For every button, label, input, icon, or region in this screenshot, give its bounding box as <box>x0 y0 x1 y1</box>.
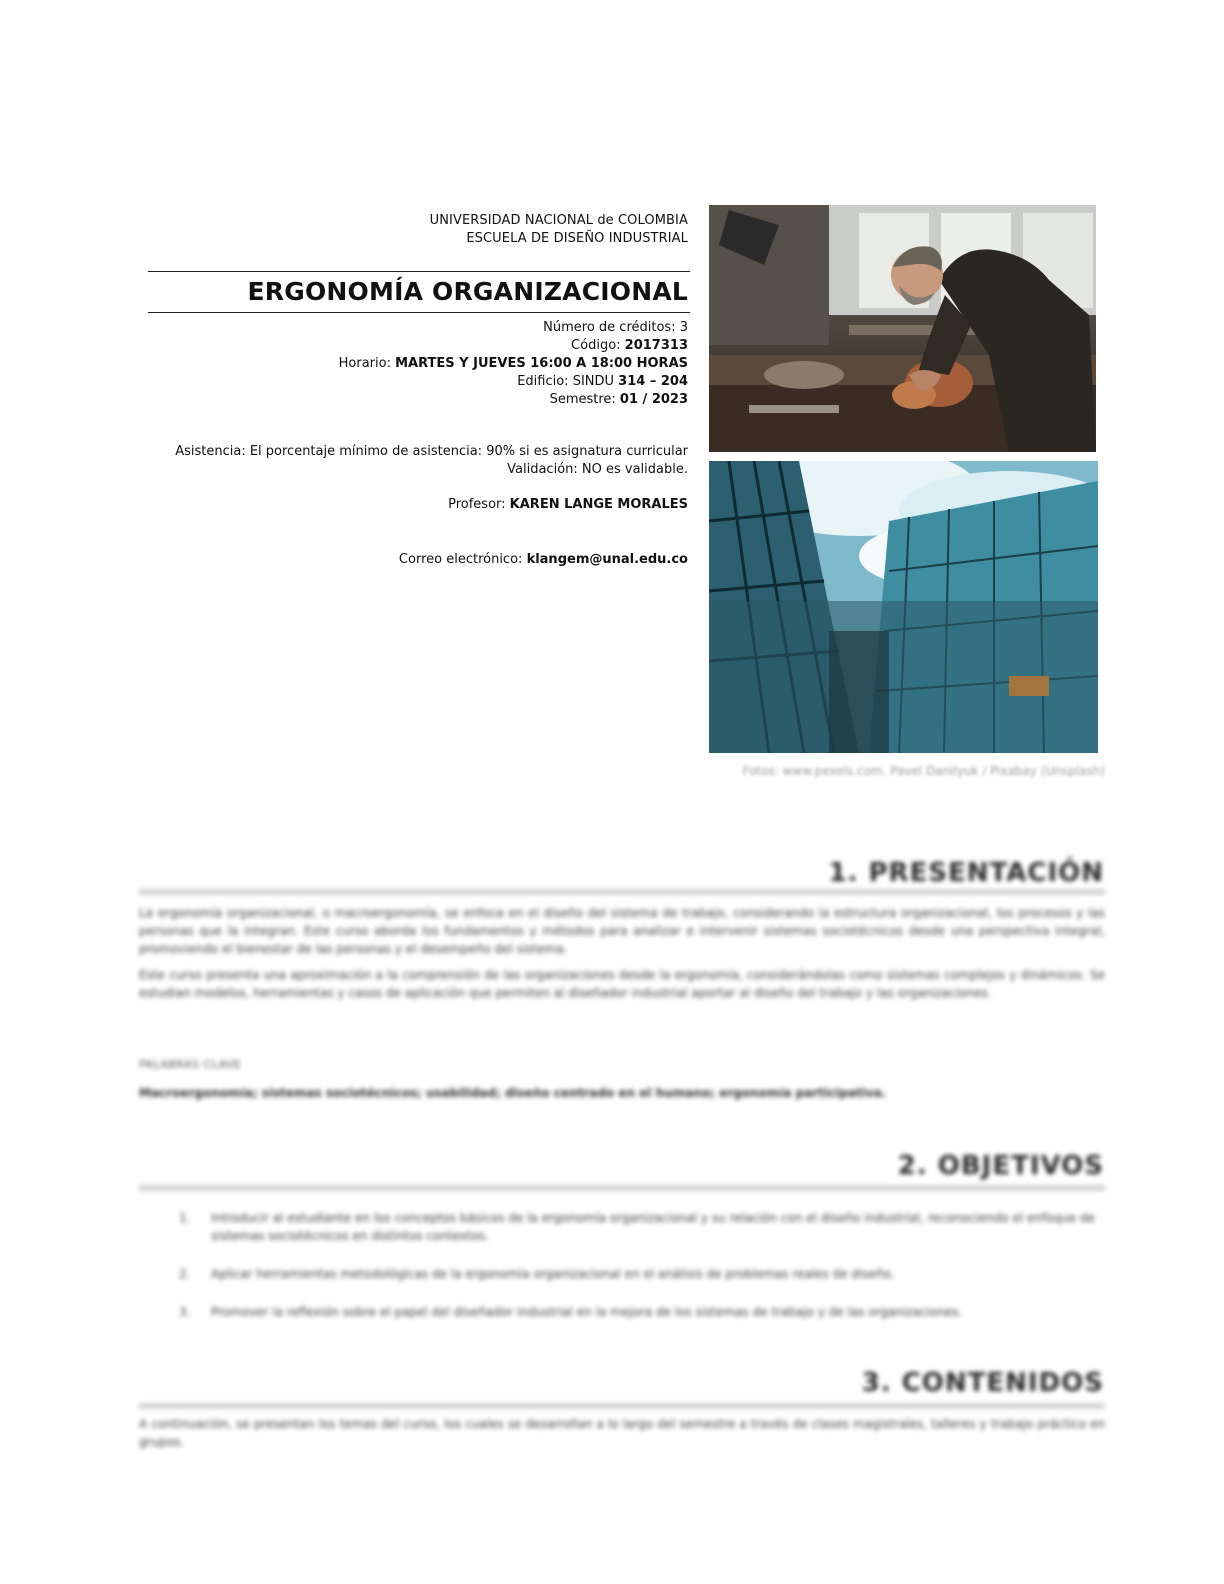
objective-text: Introducir al estudiante en los conceptos básicos de la ergonomía organizacional y su relación con el diseño industrial, reconociendo el enfoque de sistemas sociotécnicos en distintos contextos. <box>211 1211 1096 1243</box>
semester-value: 01 / 2023 <box>619 392 688 407</box>
objective-number: 2. <box>179 1267 191 1281</box>
objectives-list <box>139 1209 1105 1321</box>
glass-building-photo <box>709 461 1098 753</box>
workshop-photo <box>709 205 1096 452</box>
building-value: 314 – 204 <box>618 374 688 389</box>
code-line <box>339 337 688 355</box>
contents-heading: 3. CONTENIDOS <box>861 1368 1104 1398</box>
semester-line <box>339 391 688 409</box>
attendance-line: Asistencia: El porcentaje mínimo de asistencia: 90% si es asignatura curricular <box>175 444 688 459</box>
objective-number: 3. <box>179 1305 191 1319</box>
schedule-label: Horario: <box>338 356 391 371</box>
contents-paragraph: A continuación, se presentan los temas del curso, los cuales se desarrollan a lo largo del semestre a través de clases magistrales, talleres y trabajo práctico en grupos. <box>139 1417 1105 1449</box>
institution-header <box>430 212 688 248</box>
university-name: UNIVERSIDAD NACIONAL de COLOMBIA <box>429 213 688 228</box>
building-label: Edificio: SINDU <box>517 374 615 389</box>
course-title: ERGONOMÍA ORGANIZACIONAL <box>247 277 688 306</box>
workshop-illustration <box>709 205 1096 452</box>
validation-line: Validación: NO es validable. <box>507 462 688 477</box>
presentation-paragraph-2: Este curso presenta una aproximación a la comprensión de las organizaciones desde la ergonomía, considerándolas como sistemas complejos y dinámicos. Se estudian modelos, herramientas y casos de aplicación que permiten al diseñador industrial aportar al diseño del trabajo y las organizaciones. <box>139 968 1105 1000</box>
building-illustration <box>709 461 1098 753</box>
professor-label: Profesor: <box>448 497 506 512</box>
school-name: ESCUELA DE DISEÑO INDUSTRIAL <box>466 231 688 246</box>
credits-line <box>339 319 688 337</box>
professor-name: KAREN LANGE MORALES <box>509 497 688 512</box>
list-item <box>139 1265 1105 1283</box>
attendance-info <box>175 443 688 479</box>
credits-value: 3 <box>679 320 688 335</box>
credits-label: Número de créditos: <box>543 320 676 335</box>
keywords-list: Macroergonomía; sistemas sociotécnicos; usabilidad; diseño centrado en el humano; ergonomía participativa. <box>139 1086 887 1100</box>
email-label: Correo electrónico: <box>398 552 523 567</box>
email-value[interactable]: klangem@unal.edu.co <box>526 552 688 567</box>
presentation-heading: 1. PRESENTACIÓN <box>828 858 1104 888</box>
course-facts <box>339 319 688 409</box>
title-top-rule <box>148 271 690 272</box>
list-item <box>139 1303 1105 1321</box>
presentation-paragraph-1: La ergonomía organizacional, o macroergonomía, se enfoca en el diseño del sistema de trabajo, considerando la estructura organizacional, los procesos y las personas que la integran. Este curso aborda los fundamentos y métodos para analizar e intervenir sistemas sociotécnicos desde una perspectiva integral, promoviendo el bienestar de las personas y el desempeño del sistema. <box>139 906 1105 956</box>
list-item <box>139 1209 1105 1245</box>
professor-line <box>448 496 688 514</box>
building-line <box>339 373 688 391</box>
contents-heading-bar <box>139 1403 1105 1409</box>
objectives-heading: 2. OBJETIVOS <box>897 1151 1104 1181</box>
code-value: 2017313 <box>624 338 688 353</box>
schedule-value: MARTES Y JUEVES 16:00 A 18:00 HORAS <box>395 356 688 371</box>
semester-label: Semestre: <box>549 392 616 407</box>
objectives-heading-bar <box>139 1185 1105 1191</box>
objective-text: Promover la reflexión sobre el papel del diseñador industrial en la mejora de los sistemas de trabajo y de las organizaciones. <box>211 1305 963 1319</box>
keywords-label: PALABRAS CLAVE <box>139 1058 242 1071</box>
photo-caption: Fotos: www.pexels.com. Pavel Danilyuk / Pixabay (Unsplash) <box>742 764 1105 778</box>
title-bottom-rule <box>148 312 690 313</box>
presentation-heading-bar <box>139 889 1105 895</box>
schedule-line <box>339 355 688 373</box>
objective-number: 1. <box>179 1211 191 1225</box>
email-line <box>399 551 688 569</box>
code-label: Código: <box>571 338 621 353</box>
objective-text: Aplicar herramientas metodológicas de la ergonomía organizacional en el análisis de problemas reales de diseño. <box>211 1267 895 1281</box>
